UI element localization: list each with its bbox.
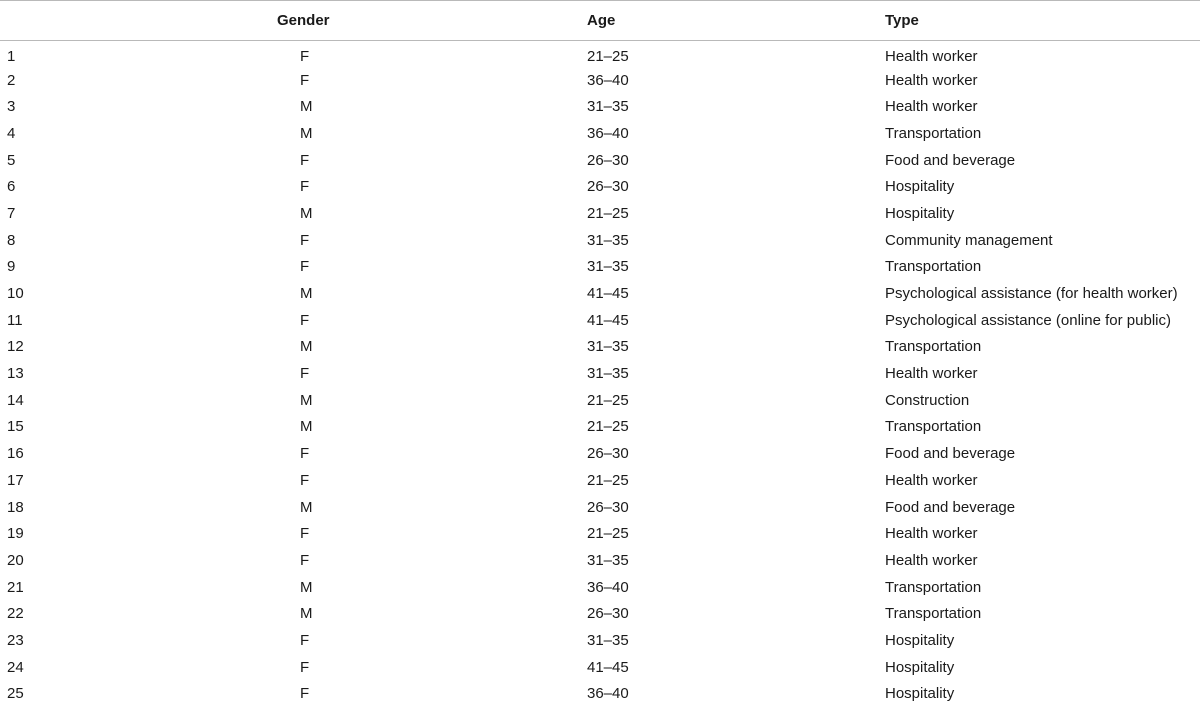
cell-age: 31–35 (587, 365, 629, 383)
cell-age: 31–35 (587, 338, 629, 356)
cell-type: Transportation (885, 124, 982, 142)
cell-type: Transportation (885, 578, 982, 596)
table-row (0, 601, 1200, 628)
column-header-gender: Gender (277, 12, 330, 29)
cell-type: Health worker (885, 48, 978, 66)
cell-gender: F (300, 365, 310, 383)
cell-gender: F (300, 525, 310, 543)
cell-type: Community management (885, 231, 1053, 249)
table-row (0, 468, 1200, 495)
table-row (0, 227, 1200, 254)
cell-type: Construction (885, 391, 970, 409)
cell-id: 4 (7, 124, 16, 142)
table-row (0, 121, 1200, 148)
cell-gender: F (300, 311, 310, 329)
cell-gender: M (300, 605, 313, 623)
cell-id: 15 (7, 418, 24, 436)
cell-id: 14 (7, 391, 24, 409)
cell-type: Food and beverage (885, 445, 1016, 463)
cell-age: 41–45 (587, 285, 629, 303)
table-header (0, 1, 1200, 41)
table-body (0, 41, 1200, 708)
cell-id: 5 (7, 151, 16, 169)
cell-gender: M (300, 498, 313, 516)
cell-type: Hospitality (885, 658, 955, 676)
cell-gender: M (300, 124, 313, 142)
cell-type: Transportation (885, 418, 982, 436)
cell-gender: F (300, 685, 310, 703)
column-header-type: Type (885, 12, 919, 29)
cell-type: Hospitality (885, 204, 955, 222)
cell-id: 11 (7, 311, 23, 329)
cell-age: 26–30 (587, 498, 629, 516)
column-header-id (0, 1, 275, 41)
table-row (0, 334, 1200, 361)
column-header-age: Age (587, 12, 616, 29)
cell-id: 18 (7, 498, 24, 516)
cell-id: 16 (7, 445, 24, 463)
table-row (0, 574, 1200, 601)
cell-gender: F (300, 658, 310, 676)
table-row (0, 147, 1200, 174)
cell-id: 9 (7, 258, 16, 276)
table-row (0, 67, 1200, 94)
cell-age: 21–25 (587, 471, 629, 489)
cell-id: 20 (7, 551, 24, 569)
cell-age: 31–35 (587, 231, 629, 249)
cell-age: 26–30 (587, 151, 629, 169)
header-row (0, 1, 1200, 41)
cell-age: 26–30 (587, 178, 629, 196)
cell-age: 41–45 (587, 311, 629, 329)
cell-id: 12 (7, 338, 24, 356)
cell-type: Health worker (885, 98, 978, 116)
table-row (0, 281, 1200, 308)
cell-age: 36–40 (587, 71, 629, 89)
cell-age: 31–35 (587, 98, 629, 116)
cell-gender: F (300, 151, 310, 169)
cell-id: 8 (7, 231, 16, 249)
table-row (0, 41, 1200, 68)
cell-age: 31–35 (587, 258, 629, 276)
cell-age: 41–45 (587, 658, 629, 676)
cell-age: 26–30 (587, 605, 629, 623)
table-row (0, 681, 1200, 708)
cell-gender: F (300, 551, 310, 569)
cell-gender: F (300, 471, 310, 489)
table-row (0, 521, 1200, 548)
cell-type: Psychological assistance (for health worker) (885, 285, 1178, 303)
cell-gender: M (300, 391, 313, 409)
table-row (0, 254, 1200, 281)
cell-gender: F (300, 231, 310, 249)
cell-gender: F (300, 71, 310, 89)
table-row (0, 307, 1200, 334)
cell-age: 31–35 (587, 551, 629, 569)
cell-id: 13 (7, 365, 24, 383)
cell-age: 21–25 (587, 48, 629, 66)
cell-gender: M (300, 578, 313, 596)
table-row (0, 387, 1200, 414)
cell-type: Health worker (885, 71, 978, 89)
cell-gender: M (300, 204, 313, 222)
table-row (0, 361, 1200, 388)
cell-gender: M (300, 285, 313, 303)
cell-id: 17 (7, 471, 24, 489)
cell-age: 36–40 (587, 578, 629, 596)
cell-gender: F (300, 631, 310, 649)
cell-gender: M (300, 418, 313, 436)
cell-type: Hospitality (885, 178, 955, 196)
cell-gender: F (300, 258, 310, 276)
cell-age: 21–25 (587, 418, 629, 436)
cell-type: Food and beverage (885, 498, 1016, 516)
cell-gender: M (300, 98, 313, 116)
table-row (0, 494, 1200, 521)
cell-type: Health worker (885, 551, 978, 569)
cell-age: 36–40 (587, 124, 629, 142)
cell-type: Hospitality (885, 631, 955, 649)
cell-id: 6 (7, 178, 16, 196)
cell-type: Health worker (885, 525, 978, 543)
cell-id: 24 (7, 658, 24, 676)
cell-id: 19 (7, 525, 24, 543)
cell-type: Hospitality (885, 685, 955, 703)
cell-gender: F (300, 178, 310, 196)
table-row (0, 414, 1200, 441)
cell-type: Health worker (885, 471, 978, 489)
cell-gender: F (300, 445, 310, 463)
cell-type: Health worker (885, 365, 978, 383)
cell-age: 36–40 (587, 685, 629, 703)
cell-type: Transportation (885, 258, 982, 276)
cell-id: 23 (7, 631, 24, 649)
cell-gender: M (300, 338, 313, 356)
cell-type: Transportation (885, 338, 982, 356)
cell-id: 2 (7, 71, 16, 89)
cell-age: 21–25 (587, 391, 629, 409)
cell-type: Psychological assistance (online for public) (885, 311, 1171, 329)
table-row (0, 94, 1200, 121)
table-row (0, 654, 1200, 681)
cell-age: 26–30 (587, 445, 629, 463)
cell-id: 25 (7, 685, 24, 703)
cell-type: Transportation (885, 605, 982, 623)
cell-age: 21–25 (587, 204, 629, 222)
cell-id: 3 (7, 98, 16, 116)
cell-id: 10 (7, 285, 24, 303)
cell-id: 22 (7, 605, 24, 623)
table-row (0, 201, 1200, 228)
cell-id: 1 (7, 48, 16, 66)
cell-age: 31–35 (587, 631, 629, 649)
table-row (0, 548, 1200, 575)
table-row (0, 174, 1200, 201)
cell-age: 21–25 (587, 525, 629, 543)
cell-type: Food and beverage (885, 151, 1016, 169)
table-row (0, 628, 1200, 655)
cell-id: 7 (7, 204, 16, 222)
cell-id: 21 (7, 578, 24, 596)
table-row (0, 441, 1200, 468)
cell-gender: F (300, 48, 310, 66)
